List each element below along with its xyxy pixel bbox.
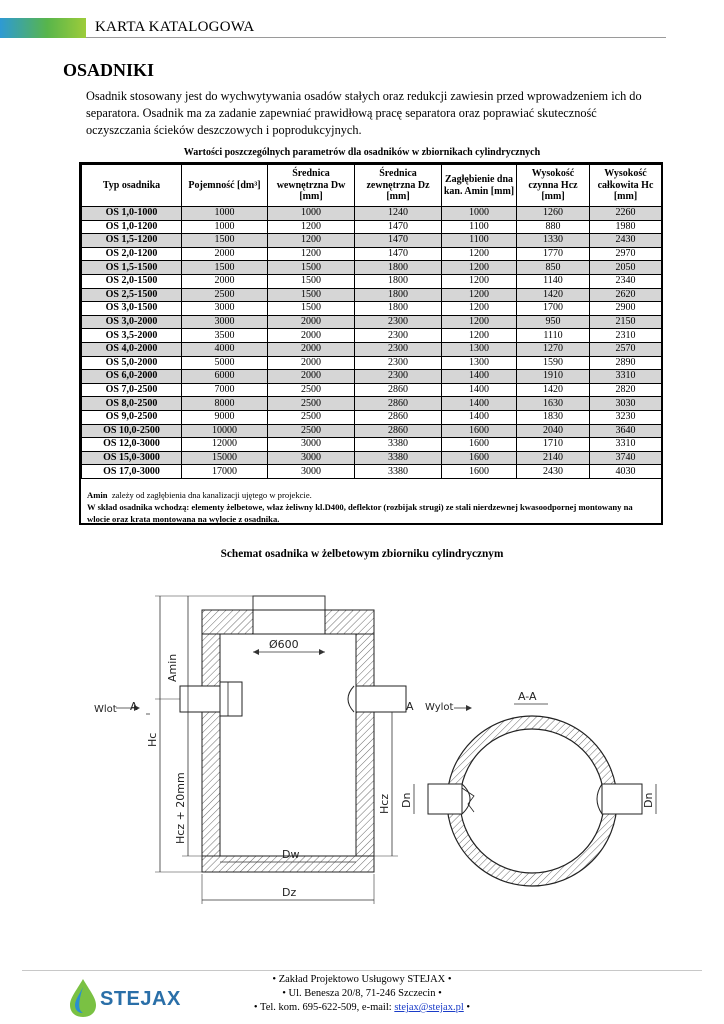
table-cell: 5000 <box>182 356 268 370</box>
inlet-pipe <box>180 686 220 712</box>
table-cell: 15000 <box>182 451 268 465</box>
table-cell: 1770 <box>517 247 590 261</box>
inlet-label: Wlot <box>94 704 117 715</box>
footer-email-link[interactable]: stejax@stejax.pl <box>394 1002 464 1013</box>
table-cell: 2900 <box>590 302 662 316</box>
table-cell: 3380 <box>355 465 442 479</box>
table-cell: 1000 <box>182 207 268 221</box>
left-wall <box>202 634 220 872</box>
table-cell: 1000 <box>442 207 517 221</box>
table-cell: 2500 <box>268 397 355 411</box>
table-cell: 1400 <box>442 383 517 397</box>
table-cell: 1800 <box>355 302 442 316</box>
table-row <box>82 220 662 234</box>
dn-left-label: Dn <box>400 792 413 808</box>
table-cell: 2340 <box>590 274 662 288</box>
table-row <box>82 410 662 424</box>
table-cell: 2000 <box>268 342 355 356</box>
table-cell: 3030 <box>590 397 662 411</box>
footer-suffix: • <box>466 1002 471 1013</box>
table-cell: 1200 <box>442 329 517 343</box>
table-row <box>82 288 662 302</box>
header-gradient-bar <box>0 18 86 38</box>
table-row <box>82 438 662 452</box>
col-header-working-height: Wysokość czynna Hcz [mm] <box>517 165 590 207</box>
amin-label: Amin <box>166 653 179 682</box>
table-cell: 2860 <box>355 397 442 411</box>
table-cell: 3740 <box>590 451 662 465</box>
section-a-right: A <box>406 700 414 713</box>
table-cell: 1200 <box>268 247 355 261</box>
settler-type-cell: OS 1,5-1500 <box>82 261 182 275</box>
note-components-text: W skład osadnika wchodzą: elementy żelbetowe, właz żeliwny kl.D400, deflektor (rozbijak strugi) ze stali nierdzewnej kwasoodpornej montowany na wlocie oraz krata montowana na wylocie z osadnika. <box>87 502 633 524</box>
table-cell: 1200 <box>442 302 517 316</box>
table-cell: 2140 <box>517 451 590 465</box>
header-divider <box>86 37 666 38</box>
table-cell: 2430 <box>517 465 590 479</box>
table-cell: 1830 <box>517 410 590 424</box>
table-row <box>82 261 662 275</box>
table-cell: 1500 <box>182 234 268 248</box>
table-cell: 2000 <box>268 315 355 329</box>
table-cell: 10000 <box>182 424 268 438</box>
settler-type-cell: OS 2,0-1200 <box>82 247 182 261</box>
dz-label: Dz <box>282 886 297 899</box>
dw-label: Dw <box>282 848 300 861</box>
table-row <box>82 370 662 384</box>
cross-section-a-a <box>400 690 656 886</box>
settler-type-cell: OS 4,0-2000 <box>82 342 182 356</box>
table-cell: 1100 <box>442 220 517 234</box>
settler-type-cell: OS 8,0-2500 <box>82 397 182 411</box>
footer-phone: • Tel. kom. 695-622-509, e-mail: <box>253 1002 392 1013</box>
footer-line-2: • Ul. Benesza 20/8, 71-246 Szczecin • <box>282 988 442 999</box>
table-row <box>82 302 662 316</box>
table-cell: 3640 <box>590 424 662 438</box>
col-header-type: Typ osadnika <box>82 165 182 207</box>
table-cell: 1500 <box>268 274 355 288</box>
table-row <box>82 247 662 261</box>
table-cell: 2310 <box>590 329 662 343</box>
table-cell: 2430 <box>590 234 662 248</box>
table-cell: 1980 <box>590 220 662 234</box>
table-cell: 2570 <box>590 342 662 356</box>
table-cell: 1600 <box>442 424 517 438</box>
settler-type-cell: OS 12,0-3000 <box>82 438 182 452</box>
table-cell: 2890 <box>590 356 662 370</box>
table-cell: 1200 <box>268 234 355 248</box>
table-cell: 1110 <box>517 329 590 343</box>
table-row <box>82 274 662 288</box>
table-cell: 2300 <box>355 315 442 329</box>
table-cell: 1470 <box>355 247 442 261</box>
settler-type-cell: OS 1,5-1200 <box>82 234 182 248</box>
header-title: KARTA KATALOGOWA <box>95 19 255 35</box>
table-cell: 1200 <box>442 274 517 288</box>
table-cell: 1910 <box>517 370 590 384</box>
table-cell: 2500 <box>268 383 355 397</box>
table-cell: 1500 <box>182 261 268 275</box>
table-row <box>82 451 662 465</box>
table-cell: 2150 <box>590 315 662 329</box>
col-header-inner-diameter: Średnica wewnętrzna Dw [mm] <box>268 165 355 207</box>
settler-type-cell: OS 7,0-2500 <box>82 383 182 397</box>
table-cell: 1100 <box>442 234 517 248</box>
right-wall <box>356 634 374 872</box>
outlet-pipe <box>356 686 406 712</box>
table-row <box>82 383 662 397</box>
settler-type-cell: OS 2,0-1500 <box>82 274 182 288</box>
table-row <box>82 397 662 411</box>
table-cell: 1000 <box>268 207 355 221</box>
settler-type-cell: OS 1,0-1200 <box>82 220 182 234</box>
table-cell: 1590 <box>517 356 590 370</box>
table-cell: 4030 <box>590 465 662 479</box>
table-cell: 1200 <box>442 247 517 261</box>
table-cell: 1420 <box>517 288 590 302</box>
settler-type-cell: OS 17,0-3000 <box>82 465 182 479</box>
settler-type-cell: OS 3,0-1500 <box>82 302 182 316</box>
table-cell: 3000 <box>182 315 268 329</box>
settler-type-cell: OS 3,5-2000 <box>82 329 182 343</box>
table-cell: 1270 <box>517 342 590 356</box>
table-cell: 3500 <box>182 329 268 343</box>
table-cell: 2000 <box>182 247 268 261</box>
table-cell: 1400 <box>442 370 517 384</box>
table-cell: 2000 <box>268 329 355 343</box>
outlet-grate <box>348 686 354 712</box>
table-cell: 1600 <box>442 451 517 465</box>
table-cell: 2050 <box>590 261 662 275</box>
table-notes <box>87 489 657 525</box>
table-cell: 1200 <box>442 288 517 302</box>
table-cell: 1400 <box>442 397 517 411</box>
table-caption: Wartości poszczególnych parametrów dla osadników w zbiornikach cylindrycznych <box>183 147 541 158</box>
table-cell: 1200 <box>442 261 517 275</box>
table-cell: 3310 <box>590 438 662 452</box>
table-row <box>82 342 662 356</box>
hcz20-label: Hcz + 20mm <box>174 772 187 844</box>
settler-type-cell: OS 6,0-2000 <box>82 370 182 384</box>
table-cell: 2500 <box>268 410 355 424</box>
table-row <box>82 329 662 343</box>
table-row <box>82 315 662 329</box>
table-cell: 7000 <box>182 383 268 397</box>
table-cell: 1800 <box>355 288 442 302</box>
table-cell: 6000 <box>182 370 268 384</box>
footer-line-3 <box>0 1001 724 1014</box>
settler-type-cell: OS 1,0-1000 <box>82 207 182 221</box>
table-cell: 2860 <box>355 383 442 397</box>
settler-type-cell: OS 2,5-1500 <box>82 288 182 302</box>
table-header-row <box>82 165 662 207</box>
table-cell: 3000 <box>268 451 355 465</box>
table-cell: 1240 <box>355 207 442 221</box>
note-amin-text: zależy od zagłębienia dna kanalizacji ujętego w projekcie. <box>111 490 312 500</box>
footer-line-1: • Zakład Projektowo Usługowy STEJAX • <box>272 974 452 985</box>
table-cell: 1400 <box>442 410 517 424</box>
settler-type-cell: OS 9,0-2500 <box>82 410 182 424</box>
col-header-total-height: Wysokość całkowita Hc [mm] <box>590 165 662 207</box>
table-row <box>82 234 662 248</box>
table-cell: 3310 <box>590 370 662 384</box>
intro-paragraph: Osadnik stosowany jest do wychwytywania osadów stałych oraz redukcji zawiesin przed wprowadzeniem ich do separatora. Osadnik ma za zadanie zapewniać prawidłową pracę separatora oraz poprawiać skuteczność oczyszczania ścieków deszczowych i poprodukcyjnych. <box>86 89 642 137</box>
hcz-label: Hcz <box>378 793 391 814</box>
table-cell: 950 <box>517 315 590 329</box>
table-cell: 2860 <box>355 424 442 438</box>
col-header-depth: Zagłębienie dna kan. Amin [mm] <box>442 165 517 207</box>
table-cell: 9000 <box>182 410 268 424</box>
table-cell: 2300 <box>355 329 442 343</box>
note-amin <box>87 489 657 501</box>
inlet-deflector <box>220 682 242 716</box>
table-cell: 12000 <box>182 438 268 452</box>
table-cell: 2860 <box>355 410 442 424</box>
table-cell: 2500 <box>182 288 268 302</box>
table-row <box>82 424 662 438</box>
cross-outlet-pipe <box>602 784 642 814</box>
table-cell: 3000 <box>182 302 268 316</box>
settler-type-cell: OS 15,0-3000 <box>82 451 182 465</box>
cross-inlet-pipe <box>428 784 462 814</box>
table-cell: 2040 <box>517 424 590 438</box>
table-cell: 3230 <box>590 410 662 424</box>
table-cell: 4000 <box>182 342 268 356</box>
section-aa-label: A-A <box>518 690 537 703</box>
parameters-table-box <box>79 162 663 525</box>
table-cell: 1630 <box>517 397 590 411</box>
outlet-label: Wylot <box>425 702 454 713</box>
table-cell: 1800 <box>355 261 442 275</box>
schema-title: Schemat osadnika w żelbetowym zbiorniku cylindrycznym <box>220 548 504 560</box>
table-cell: 1500 <box>268 302 355 316</box>
table-cell: 1500 <box>268 261 355 275</box>
table-cell: 1000 <box>182 220 268 234</box>
table-cell: 2000 <box>268 356 355 370</box>
hc-label: Hc <box>146 732 159 747</box>
inner-ring <box>460 729 604 873</box>
table-row <box>82 356 662 370</box>
table-body <box>82 207 662 479</box>
table-cell: 2970 <box>590 247 662 261</box>
note-components <box>87 501 657 525</box>
table-cell: 1470 <box>355 220 442 234</box>
settler-schematic <box>70 582 670 912</box>
table-cell: 2620 <box>590 288 662 302</box>
table-cell: 2300 <box>355 356 442 370</box>
table-cell: 1470 <box>355 234 442 248</box>
section-a-left: A <box>130 700 138 713</box>
table-cell: 1140 <box>517 274 590 288</box>
table-row <box>82 207 662 221</box>
table-cell: 1330 <box>517 234 590 248</box>
table-cell: 1700 <box>517 302 590 316</box>
table-cell: 2300 <box>355 342 442 356</box>
table-cell: 880 <box>517 220 590 234</box>
table-cell: 8000 <box>182 397 268 411</box>
table-cell: 2500 <box>268 424 355 438</box>
table-cell: 1800 <box>355 274 442 288</box>
table-cell: 2260 <box>590 207 662 221</box>
table-cell: 2000 <box>268 370 355 384</box>
table-row <box>82 465 662 479</box>
table-cell: 3380 <box>355 451 442 465</box>
table-cell: 2000 <box>182 274 268 288</box>
settler-type-cell: OS 5,0-2000 <box>82 356 182 370</box>
col-header-capacity <box>182 165 268 207</box>
capacity-header-text: Pojemność [dm³] <box>188 179 261 191</box>
note-amin-term: Amin <box>87 490 108 500</box>
table-cell: 1300 <box>442 342 517 356</box>
table-cell: 1200 <box>268 220 355 234</box>
table-cell: 1600 <box>442 465 517 479</box>
table-cell: 2820 <box>590 383 662 397</box>
table-cell: 2300 <box>355 370 442 384</box>
diameter-label: Ø600 <box>269 638 299 651</box>
table-cell: 1710 <box>517 438 590 452</box>
page-title: OSADNIKI <box>63 60 155 80</box>
footer-divider <box>22 970 702 971</box>
table-cell: 3000 <box>268 438 355 452</box>
settler-type-cell: OS 3,0-2000 <box>82 315 182 329</box>
parameters-table <box>81 164 662 479</box>
table-cell: 1600 <box>442 438 517 452</box>
table-cell: 850 <box>517 261 590 275</box>
vertical-section <box>94 596 472 904</box>
col-header-outer-diameter: Średnica zewnętrzna Dz [mm] <box>355 165 442 207</box>
table-cell: 1420 <box>517 383 590 397</box>
table-cell: 3000 <box>268 465 355 479</box>
logo-text: STEJAX <box>100 988 181 1010</box>
table-cell: 1300 <box>442 356 517 370</box>
table-cell: 1200 <box>442 315 517 329</box>
table-cell: 17000 <box>182 465 268 479</box>
manhole-opening <box>253 610 325 634</box>
settler-type-cell: OS 10,0-2500 <box>82 424 182 438</box>
table-cell: 3380 <box>355 438 442 452</box>
dn-right-label: Dn <box>642 792 655 808</box>
table-cell: 1260 <box>517 207 590 221</box>
table-cell: 1500 <box>268 288 355 302</box>
